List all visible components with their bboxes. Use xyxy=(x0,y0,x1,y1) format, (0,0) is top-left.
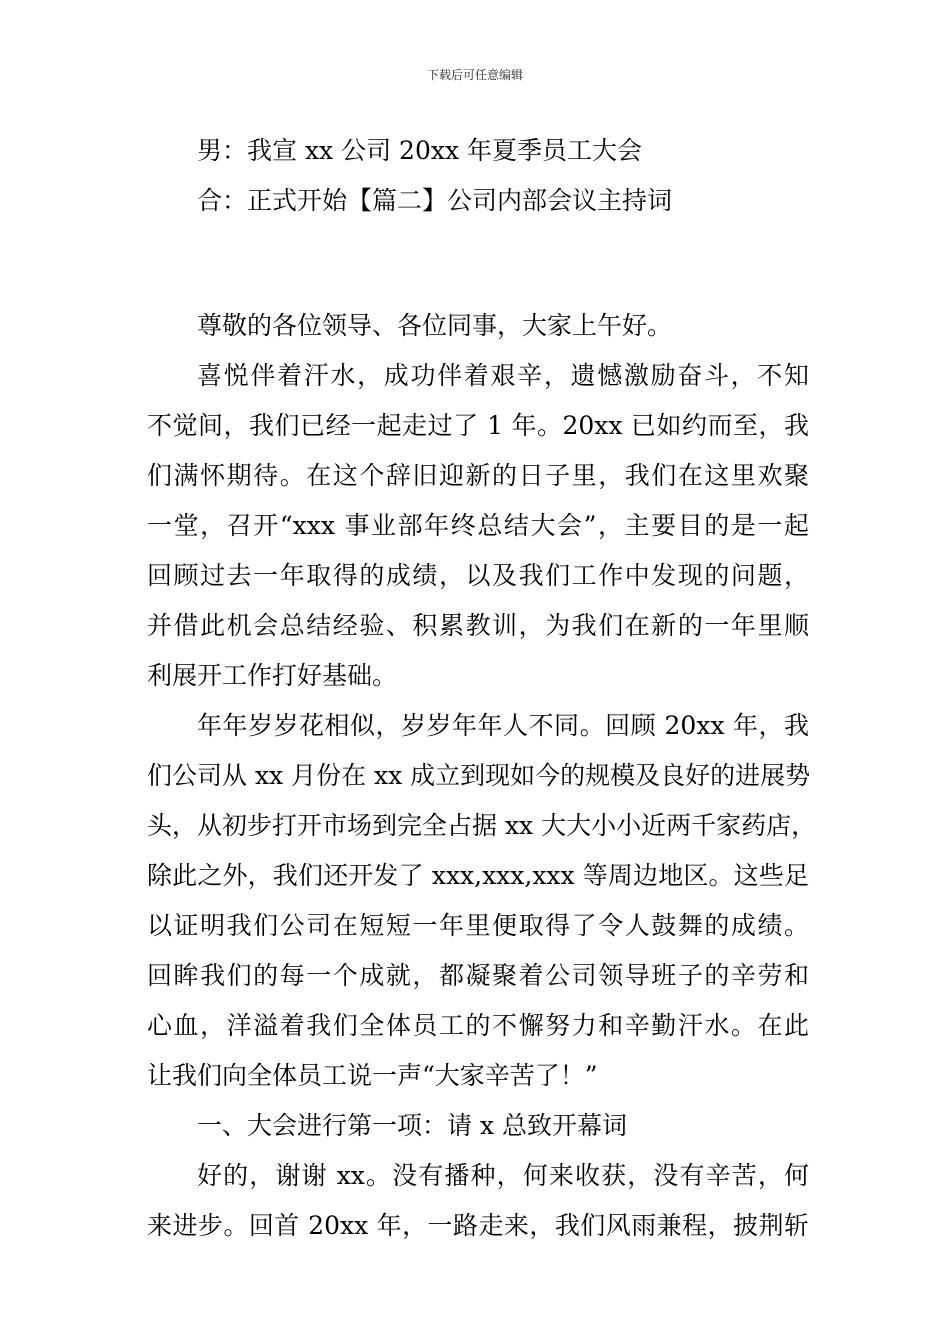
text-line: 不觉间，我们已经一起走过了 1 年。20xx 已如约而至，我 xyxy=(147,411,809,440)
text-line: 合：正式开始【篇二】公司内部会议主持词 xyxy=(197,186,673,215)
text-line: 以证明我们公司在短短一年里便取得了令人鼓舞的成绩。 xyxy=(147,911,809,940)
text-line: 回顾过去一年取得的成绩，以及我们工作中发现的问题， xyxy=(147,561,809,590)
text-line: 让我们向全体员工说一声“大家辛苦了！” xyxy=(147,1061,598,1090)
text-line: 心血，洋溢着我们全体员工的不懈努力和辛勤汗水。在此 xyxy=(147,1011,809,1040)
text-line: 好的，谢谢 xx。没有播种，何来收获，没有辛苦，何 xyxy=(197,1161,809,1190)
text-line: 们公司从 xx 月份在 xx 成立到现如今的规模及良好的进展势 xyxy=(147,761,811,790)
text-line: 来进步。回首 20xx 年，一路走来，我们风雨兼程，披荆斩 xyxy=(147,1211,809,1240)
text-line: 喜悦伴着汗水，成功伴着艰辛，遗憾激励奋斗，不知 xyxy=(197,361,809,390)
text-line: 一堂，召开“xxx 事业部年终总结大会”，主要目的是一起 xyxy=(147,511,809,540)
page-header-note: 下载后可任意编辑 xyxy=(426,68,523,82)
text-line: 尊敬的各位领导、各位同事，大家上午好。 xyxy=(197,311,673,340)
text-line: 们满怀期待。在这个辞旧迎新的日子里，我们在这里欢聚 xyxy=(147,461,809,490)
text-line: 年年岁岁花相似，岁岁年年人不同。回顾 20xx 年，我 xyxy=(197,711,809,740)
text-line: 回眸我们的每一个成就，都凝聚着公司领导班子的辛劳和 xyxy=(147,961,809,990)
text-line: 除此之外，我们还开发了 xxx,xxx,xxx 等周边地区。这些足 xyxy=(147,861,809,890)
text-line: 并借此机会总结经验、积累教训，为我们在新的一年里顺 xyxy=(147,611,809,640)
text-line: 利展开工作打好基础。 xyxy=(147,661,398,690)
text-line: 男：我宣 xx 公司 20xx 年夏季员工大会 xyxy=(197,136,642,165)
text-line: 一、大会进行第一项：请 x 总致开幕词 xyxy=(197,1111,627,1140)
paragraph-gap xyxy=(147,226,809,301)
document-body xyxy=(147,126,817,1251)
text-line: 头，从初步打开市场到完全占据 xx 大大小小近两千家药店， xyxy=(147,811,817,840)
